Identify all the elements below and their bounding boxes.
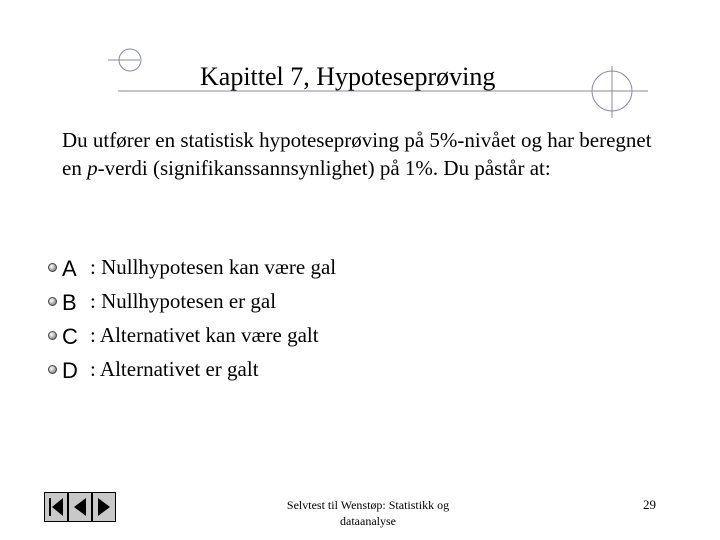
question-text-italic: p [87, 156, 98, 180]
bullet-icon [48, 365, 57, 374]
option-letter: B [62, 290, 77, 315]
option-letter: A [62, 256, 77, 281]
first-slide-icon [45, 493, 67, 521]
page-number: 29 [643, 497, 656, 512]
question-text [62, 126, 662, 182]
slide-navigation [44, 492, 116, 522]
bullet-icon [48, 297, 57, 306]
header-decoration [0, 0, 720, 120]
footer-source-line2: dataanalyse [340, 514, 396, 528]
next-slide-icon [93, 493, 115, 521]
footer-source-line1: Selvtest til Wenstøp: Statistikk og [286, 498, 450, 512]
footer-source [268, 497, 468, 529]
next-slide-button[interactable] [92, 492, 116, 522]
option-letter: D [62, 358, 78, 383]
first-slide-button[interactable] [44, 492, 68, 522]
bullet-icon [48, 331, 57, 340]
option-letter: C [62, 324, 78, 349]
option-text: : Alternativet er galt [90, 357, 259, 381]
slide-title: Kapittel 7, Hypoteseprøving [200, 62, 496, 91]
previous-slide-button[interactable] [68, 492, 92, 522]
question-text-part2: -verdi (signifikanssannsynlighet) på 1%. Du påstår at: [97, 156, 551, 180]
question-text-part1: Du utfører en statistisk hypoteseprøving på 5%-nivået og har beregnet en [62, 128, 652, 180]
previous-slide-icon [69, 493, 91, 521]
option-text: : Alternativet kan være galt [90, 323, 319, 347]
option-text: : Nullhypotesen er gal [90, 289, 277, 313]
option-text: : Nullhypotesen kan være gal [90, 255, 337, 279]
bullet-icon [48, 263, 57, 272]
